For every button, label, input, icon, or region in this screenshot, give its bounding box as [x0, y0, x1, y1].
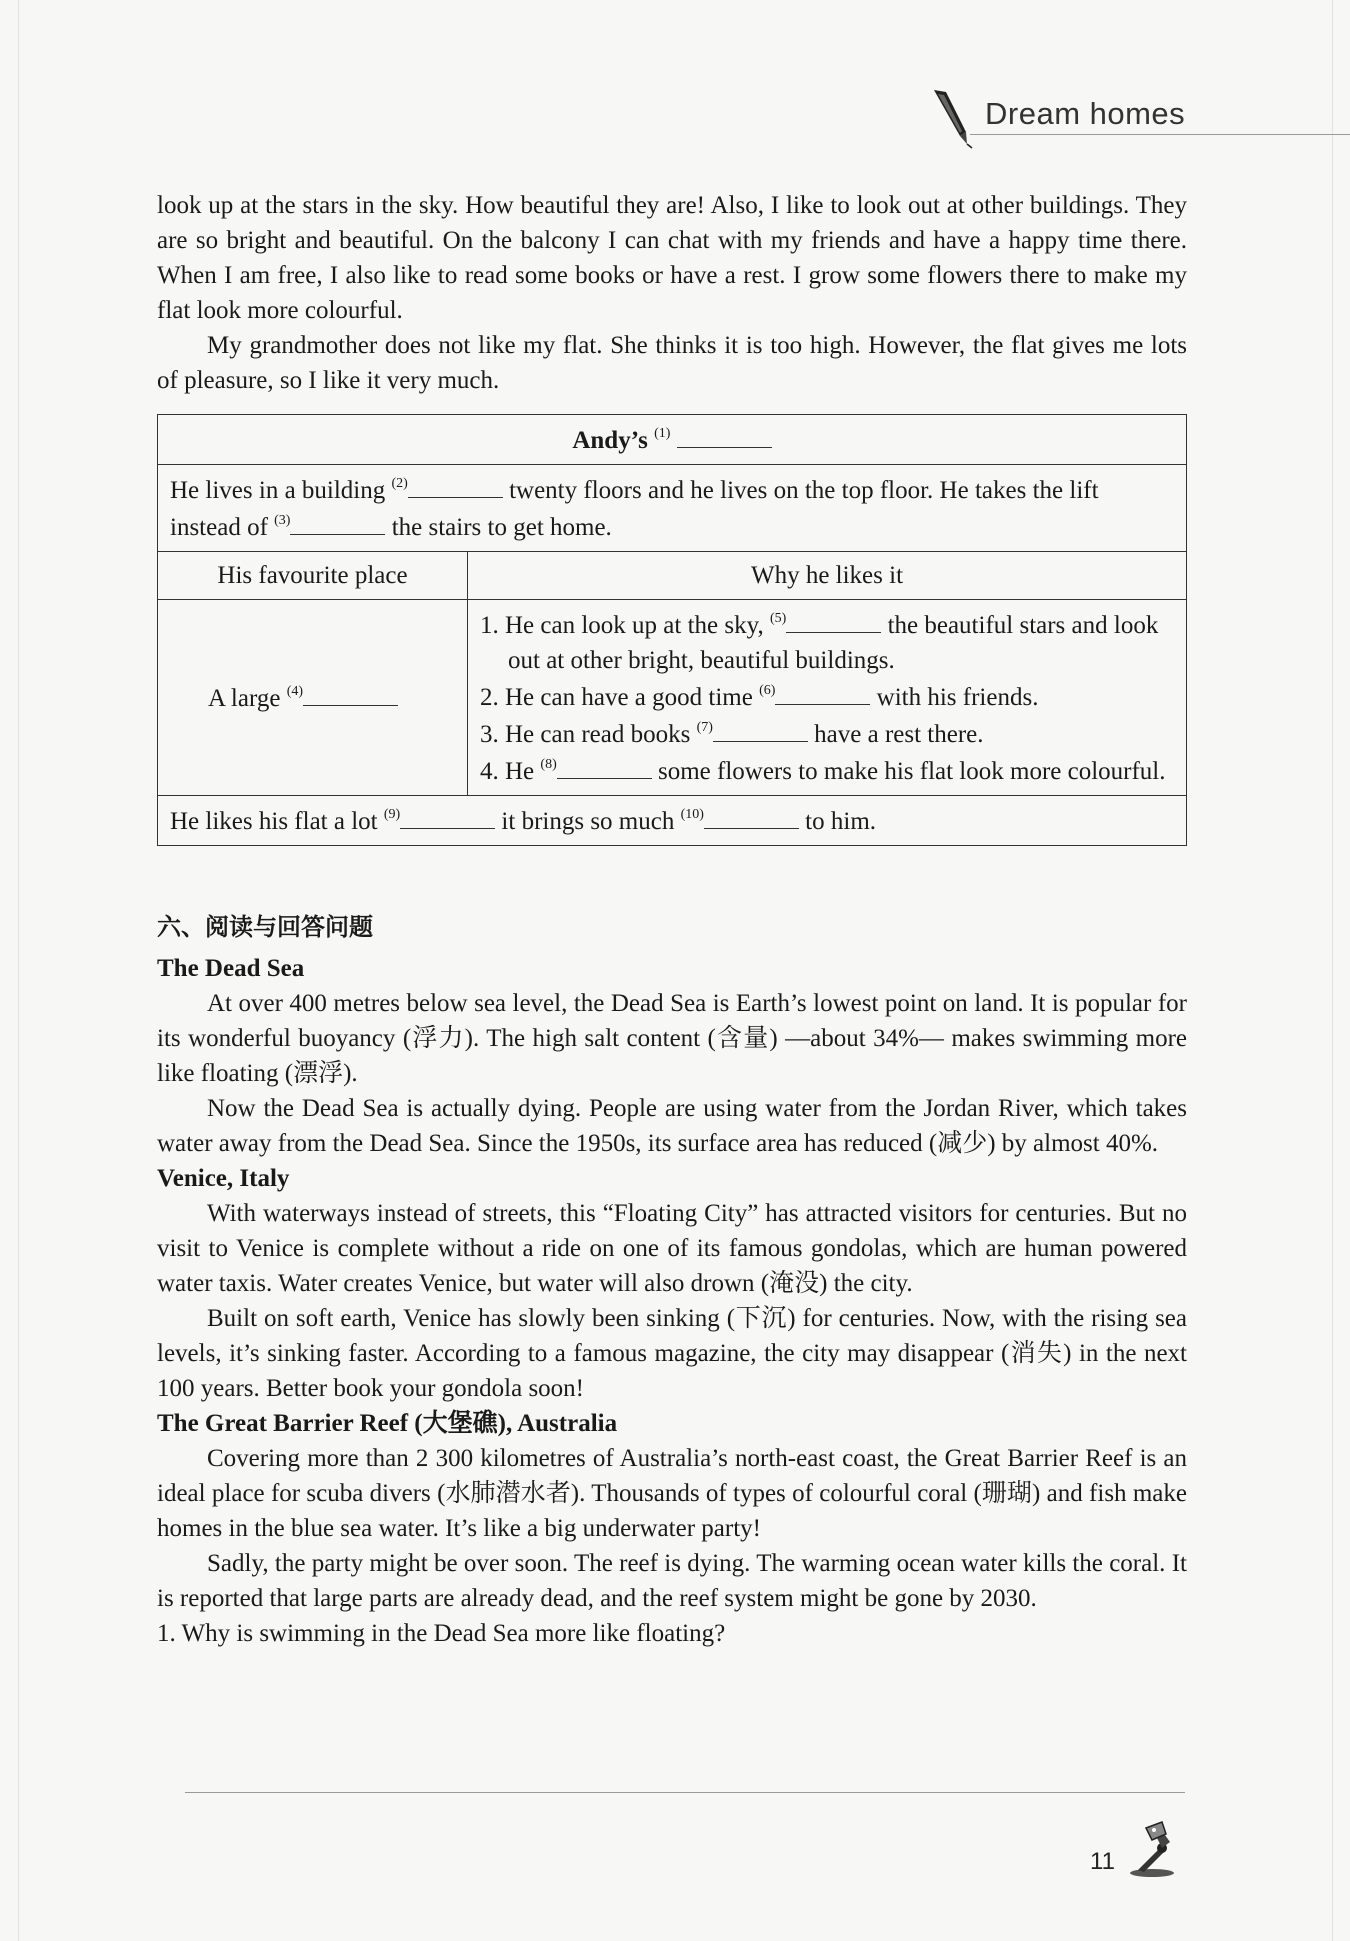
blank-number: (3) [274, 512, 291, 528]
row-text: He likes his flat a lot [170, 808, 378, 835]
reasons-list [480, 606, 1174, 789]
list-item: 4. He $^{(8)}$ some flowers to make his flat look more colourful. [480, 752, 1174, 789]
answer-blank[interactable] [303, 679, 398, 706]
table-title: Andy’s [572, 427, 648, 454]
blank-number: (10) [680, 806, 704, 822]
page-edge-right [1332, 0, 1333, 1941]
row-text: it brings so much [501, 808, 675, 835]
place-text: A large [208, 685, 281, 712]
fill-in-table [157, 414, 1187, 846]
passage-end [157, 188, 1187, 398]
article-paragraph: Covering more than 2 300 kilometres of Australia’s north-east coast, the Great Barrier Reef is an ideal place for scuba divers (水肺潜水者). Thousands of types of colourful coral (珊瑚) and fish make homes in the blue sea water. It’s like a big underwater party! [157, 1445, 1187, 1542]
table-row [158, 600, 1187, 796]
blank-number: (4) [286, 683, 304, 699]
column-header-place: His favourite place [158, 552, 468, 600]
article-title-dead-sea: The Dead Sea [157, 955, 305, 982]
row-text: He lives in a building [170, 477, 386, 504]
list-item: 2. He can have a good time $^{(6)}$ with his friends. [480, 678, 1174, 715]
answer-blank[interactable] [557, 752, 652, 779]
blank-number: (1) [654, 425, 671, 441]
chapter-title: Dream homes [985, 96, 1186, 131]
list-item: 3. He can read books $^{(7)}$ have a rest there. [480, 715, 1174, 752]
article-paragraph: Sadly, the party might be over soon. The reef is dying. The warming ocean water kills the coral. It is reported that large parts are already dead, and the reef system might be gone by 2030. [157, 1550, 1187, 1612]
header-rule [970, 134, 1350, 135]
blank-number: (7) [696, 719, 713, 735]
answer-blank[interactable] [786, 606, 881, 633]
answer-blank[interactable] [713, 715, 808, 742]
answer-blank[interactable] [400, 802, 495, 829]
answer-blank[interactable] [290, 508, 385, 535]
desk-lamp-icon [1124, 1818, 1184, 1878]
blank-number: (2) [391, 475, 408, 491]
section-heading: 六、阅读与回答问题 [157, 913, 373, 941]
chapter-header [930, 88, 1350, 148]
row-text: the stairs to get home. [391, 514, 612, 541]
article-paragraph: At over 400 metres below sea level, the Dead Sea is Earth’s lowest point on land. It is popular for its wonderful buoyancy (浮力). The high salt content (含量) —about 34%— makes swimming more like floating (漂浮). [157, 990, 1187, 1087]
table-header-row [158, 552, 1187, 600]
row-text: twenty floors and he lives on the top floor. He takes the lift instead of [170, 477, 1099, 541]
reading-section [157, 910, 1187, 1651]
page-edge-left [18, 0, 19, 1941]
article-paragraph: With waterways instead of streets, this “Floating City” has attracted visitors for centuries. But no visit to Venice is complete without a ride on one of its famous gondolas, which are human powered water taxis. Water creates Venice, but water will also drown (淹没) the city. [157, 1200, 1187, 1297]
article-paragraph: Built on soft earth, Venice has slowly been sinking (下沉) for centuries. Now, with the rising sea levels, it’s sinking faster. According to a famous magazine, the city may disappear (消失) in the next 100 years. Better book your gondola soon! [157, 1305, 1187, 1402]
list-item: 1. He can look up at the sky, $^{(5)}$ the beautiful stars and look out at other bright, beautiful buildings. [480, 606, 1174, 678]
answer-line[interactable] [185, 1792, 1185, 1793]
article-title-reef: The Great Barrier Reef (大堡礁), Australia [157, 1410, 618, 1437]
question-1: 1. Why is swimming in the Dead Sea more like floating? [157, 1620, 726, 1647]
table-title-row [158, 415, 1187, 465]
page-number: 11 [1090, 1848, 1115, 1875]
table-row [158, 796, 1187, 846]
column-header-why: Why he likes it [468, 552, 1187, 600]
article-paragraph: Now the Dead Sea is actually dying. People are using water from the Jordan River, which takes water away from the Dead Sea. Since the 1950s, its surface area has reduced (减少) by almost 40%. [157, 1095, 1187, 1157]
answer-blank[interactable] [775, 678, 870, 705]
answer-blank[interactable] [677, 421, 772, 448]
answer-blank[interactable] [704, 802, 799, 829]
passage-paragraph: look up at the stars in the sky. How beautiful they are! Also, I like to look out at other buildings. They are so bright and beautiful. On the balcony I can chat with my friends and have a happy time there. When I am free, I also like to read some books or have a rest. I grow some flowers there to make my flat look more colourful. [157, 192, 1187, 324]
pen-icon [930, 88, 974, 150]
row-text: to him. [805, 808, 877, 835]
blank-number: (8) [540, 756, 557, 772]
article-title-venice: Venice, Italy [157, 1165, 290, 1192]
blank-number: (9) [383, 806, 401, 822]
table-row [158, 465, 1187, 552]
blank-number: (5) [769, 610, 787, 626]
blank-number: (6) [759, 682, 776, 698]
answer-blank[interactable] [408, 471, 503, 498]
passage-paragraph: My grandmother does not like my flat. She thinks it is too high. However, the flat gives me lots of pleasure, so I like it very much. [157, 332, 1187, 394]
